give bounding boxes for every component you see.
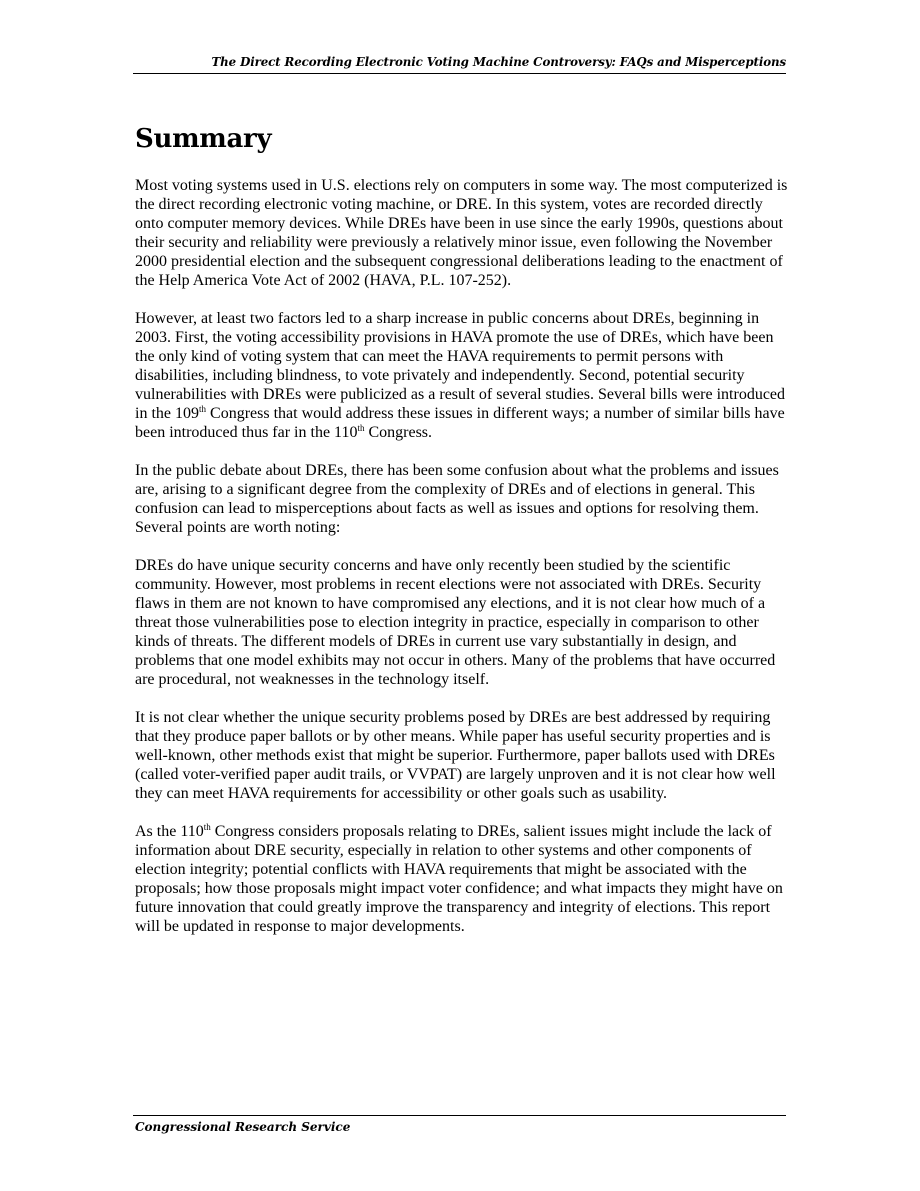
running-footer: Congressional Research Service: [135, 1120, 351, 1134]
summary-body: [135, 176, 791, 955]
paragraph-2-text-a: However, at least two factors led to a sharp increase in public concerns about DREs, beginning in 2003. First, the voting accessibility provisions in HAVA promote the use of DREs, which have been the only kind of voting system that can meet the HAVA requirements to permit persons with disabilities, including blindness, to vote privately and independently. Second, potential security vulnerabilities with DREs were publicized as a result of several studies. Several bills were introduced in the 109: [135, 310, 786, 422]
paragraph-1: Most voting systems used in U.S. elections rely on computers in some way. The most computerized is the direct recording electronic voting machine, or DRE. In this system, votes are recorded directly onto computer memory devices. While DREs have been in use since the early 1990s, questions about their security and reliability were previously a relatively minor issue, even following the November 2000 presidential election and the subsequent congressional deliberations leading to the enactment of the Help America Vote Act of 2002 (HAVA, P.L. 107-252).: [135, 177, 788, 289]
paragraph-2-text-b: Congress that would address these issues in different ways; a number of similar bills have been introduced thus far in the 110: [135, 405, 785, 441]
paragraph-2: [135, 309, 791, 442]
running-header: [133, 54, 786, 74]
paragraph-3: In the public debate about DREs, there has been some confusion about what the problems and issues are, arising to a significant degree from the complexity of DREs and of elections in general. This confusion can lead to misperceptions about facts as well as issues and options for resolving them. Several points are worth noting:: [135, 462, 779, 536]
paragraph-4: DREs do have unique security concerns and have only recently been studied by the scientific community. However, most problems in recent elections were not associated with DREs. Security flaws in them are not known to have compromised any elections, and it is not clear how much of a threat those vulnerabilities pose to election integrity in practice, especially in comparison to other kinds of threats. The different models of DREs in current use vary substantially in design, and problems that one model exhibits may not occur in others. Many of the problems that have occurred are procedural, not weaknesses in the technology itself.: [135, 557, 776, 688]
paragraph-6-text-a: As the 110: [135, 823, 204, 840]
ordinal-suffix: th: [199, 404, 207, 414]
running-header-title: The Direct Recording Electronic Voting Machine Controversy: FAQs and Misperceptions: [211, 55, 786, 69]
ordinal-suffix: th: [203, 822, 211, 832]
paragraph-2-text-c: Congress.: [364, 424, 433, 441]
footer-divider: [133, 1115, 786, 1116]
paragraph-5: It is not clear whether the unique security problems posed by DREs are best addressed by requiring that they produce paper ballots or by other means. While paper has useful security properties and is well-known, other methods exist that might be superior. Furthermore, paper ballots used with DREs (called voter-verified paper audit trails, or VVPAT) are largely unproven and it is not clear how well they can meet HAVA requirements for accessibility or other goals such as usability.: [135, 709, 776, 802]
section-heading: Summary: [135, 124, 272, 154]
ordinal-suffix: th: [357, 423, 365, 433]
paragraph-6-text-b: Congress considers proposals relating to DREs, salient issues might include the lack of information about DRE security, especially in relation to other systems and other components of election integrity; potential conflicts with HAVA requirements that might be associated with the proposals; how those proposals might impact voter confidence; and what impacts they might have on future innovation that could greatly improve the transparency and integrity of elections. This report will be updated in response to major developments.: [135, 823, 783, 935]
paragraph-6: [135, 822, 791, 936]
